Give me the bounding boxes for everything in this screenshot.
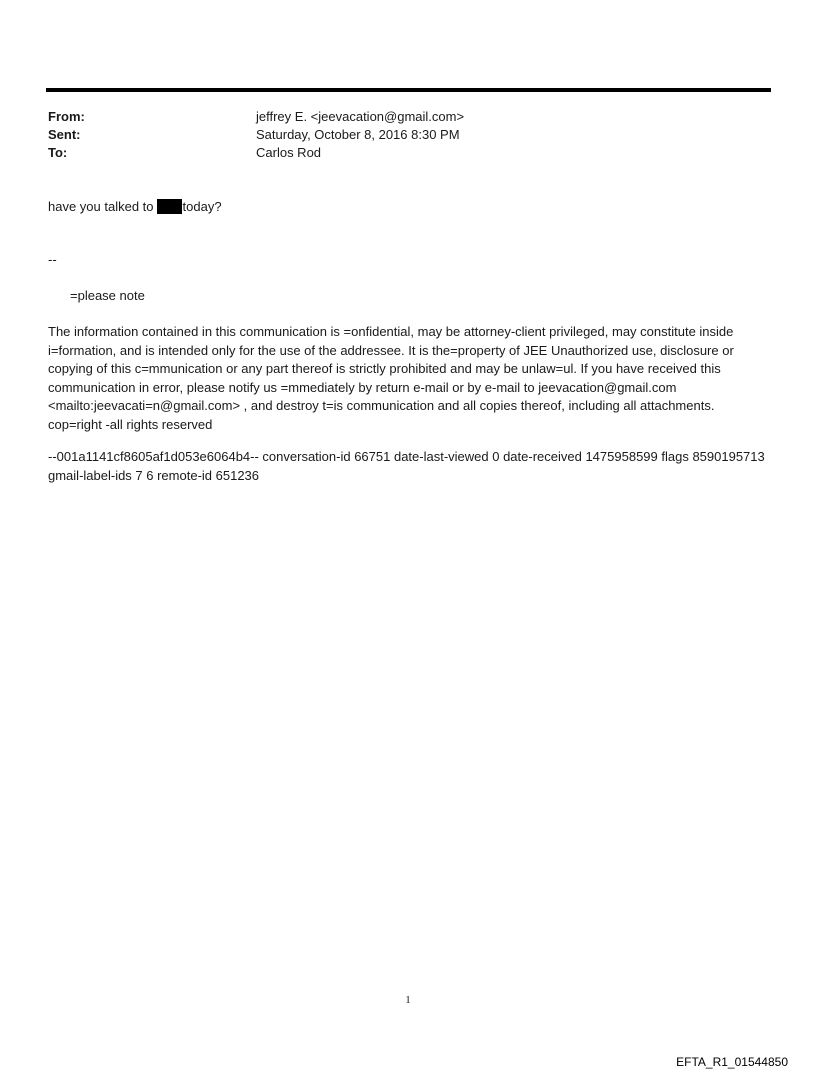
from-value: jeffrey E. <jeevacation@gmail.com> [256, 109, 465, 124]
page-number: 1 [405, 994, 411, 1006]
from-row [48, 108, 748, 126]
document-id: EFTA_R1_01544850 [676, 1055, 788, 1069]
metadata-paragraph: --001a1141cf8605af1d053e6064b4-- conversation-id 66751 date-last-viewed 0 date-received 1475958599 flags 8590195713 gmail-label-ids 7 6 remote-id 651236 [48, 449, 765, 483]
email-header [48, 108, 748, 162]
header-rule [46, 88, 771, 92]
sent-label: Sent: [48, 127, 81, 142]
redaction-box [157, 199, 182, 214]
disclaimer-paragraph: The information contained in this communication is =onfidential, may be attorney-client privileged, may constitute inside i=formation, and is intended only for the use of the addressee. It is the=property of JEE Unauthorized use, disclosure or copying of this c=mmunication or any part thereof is strictly prohibited and may be unlaw=ul. If you have received this communication in error, please notify us =mmediately by return e-mail or by e-mail to jeevacation@gmail.com <mailto:jeevacati=n@gmail.com> , and destroy t=is communication and all copies thereof, including all attachments. cop=right -all rights reserved [48, 324, 734, 432]
sent-row [48, 126, 748, 144]
greeting-before: have you talked to [48, 199, 154, 214]
message-line [48, 198, 222, 216]
to-row [48, 144, 748, 162]
greeting-after: today? [182, 199, 222, 214]
to-label: To: [48, 145, 68, 160]
sent-value: Saturday, October 8, 2016 8:30 PM [256, 127, 460, 142]
from-label: From: [48, 109, 85, 124]
please-note: =please note [70, 288, 145, 303]
to-value: Carlos Rod [256, 145, 322, 160]
signature-separator: -- [48, 252, 57, 267]
